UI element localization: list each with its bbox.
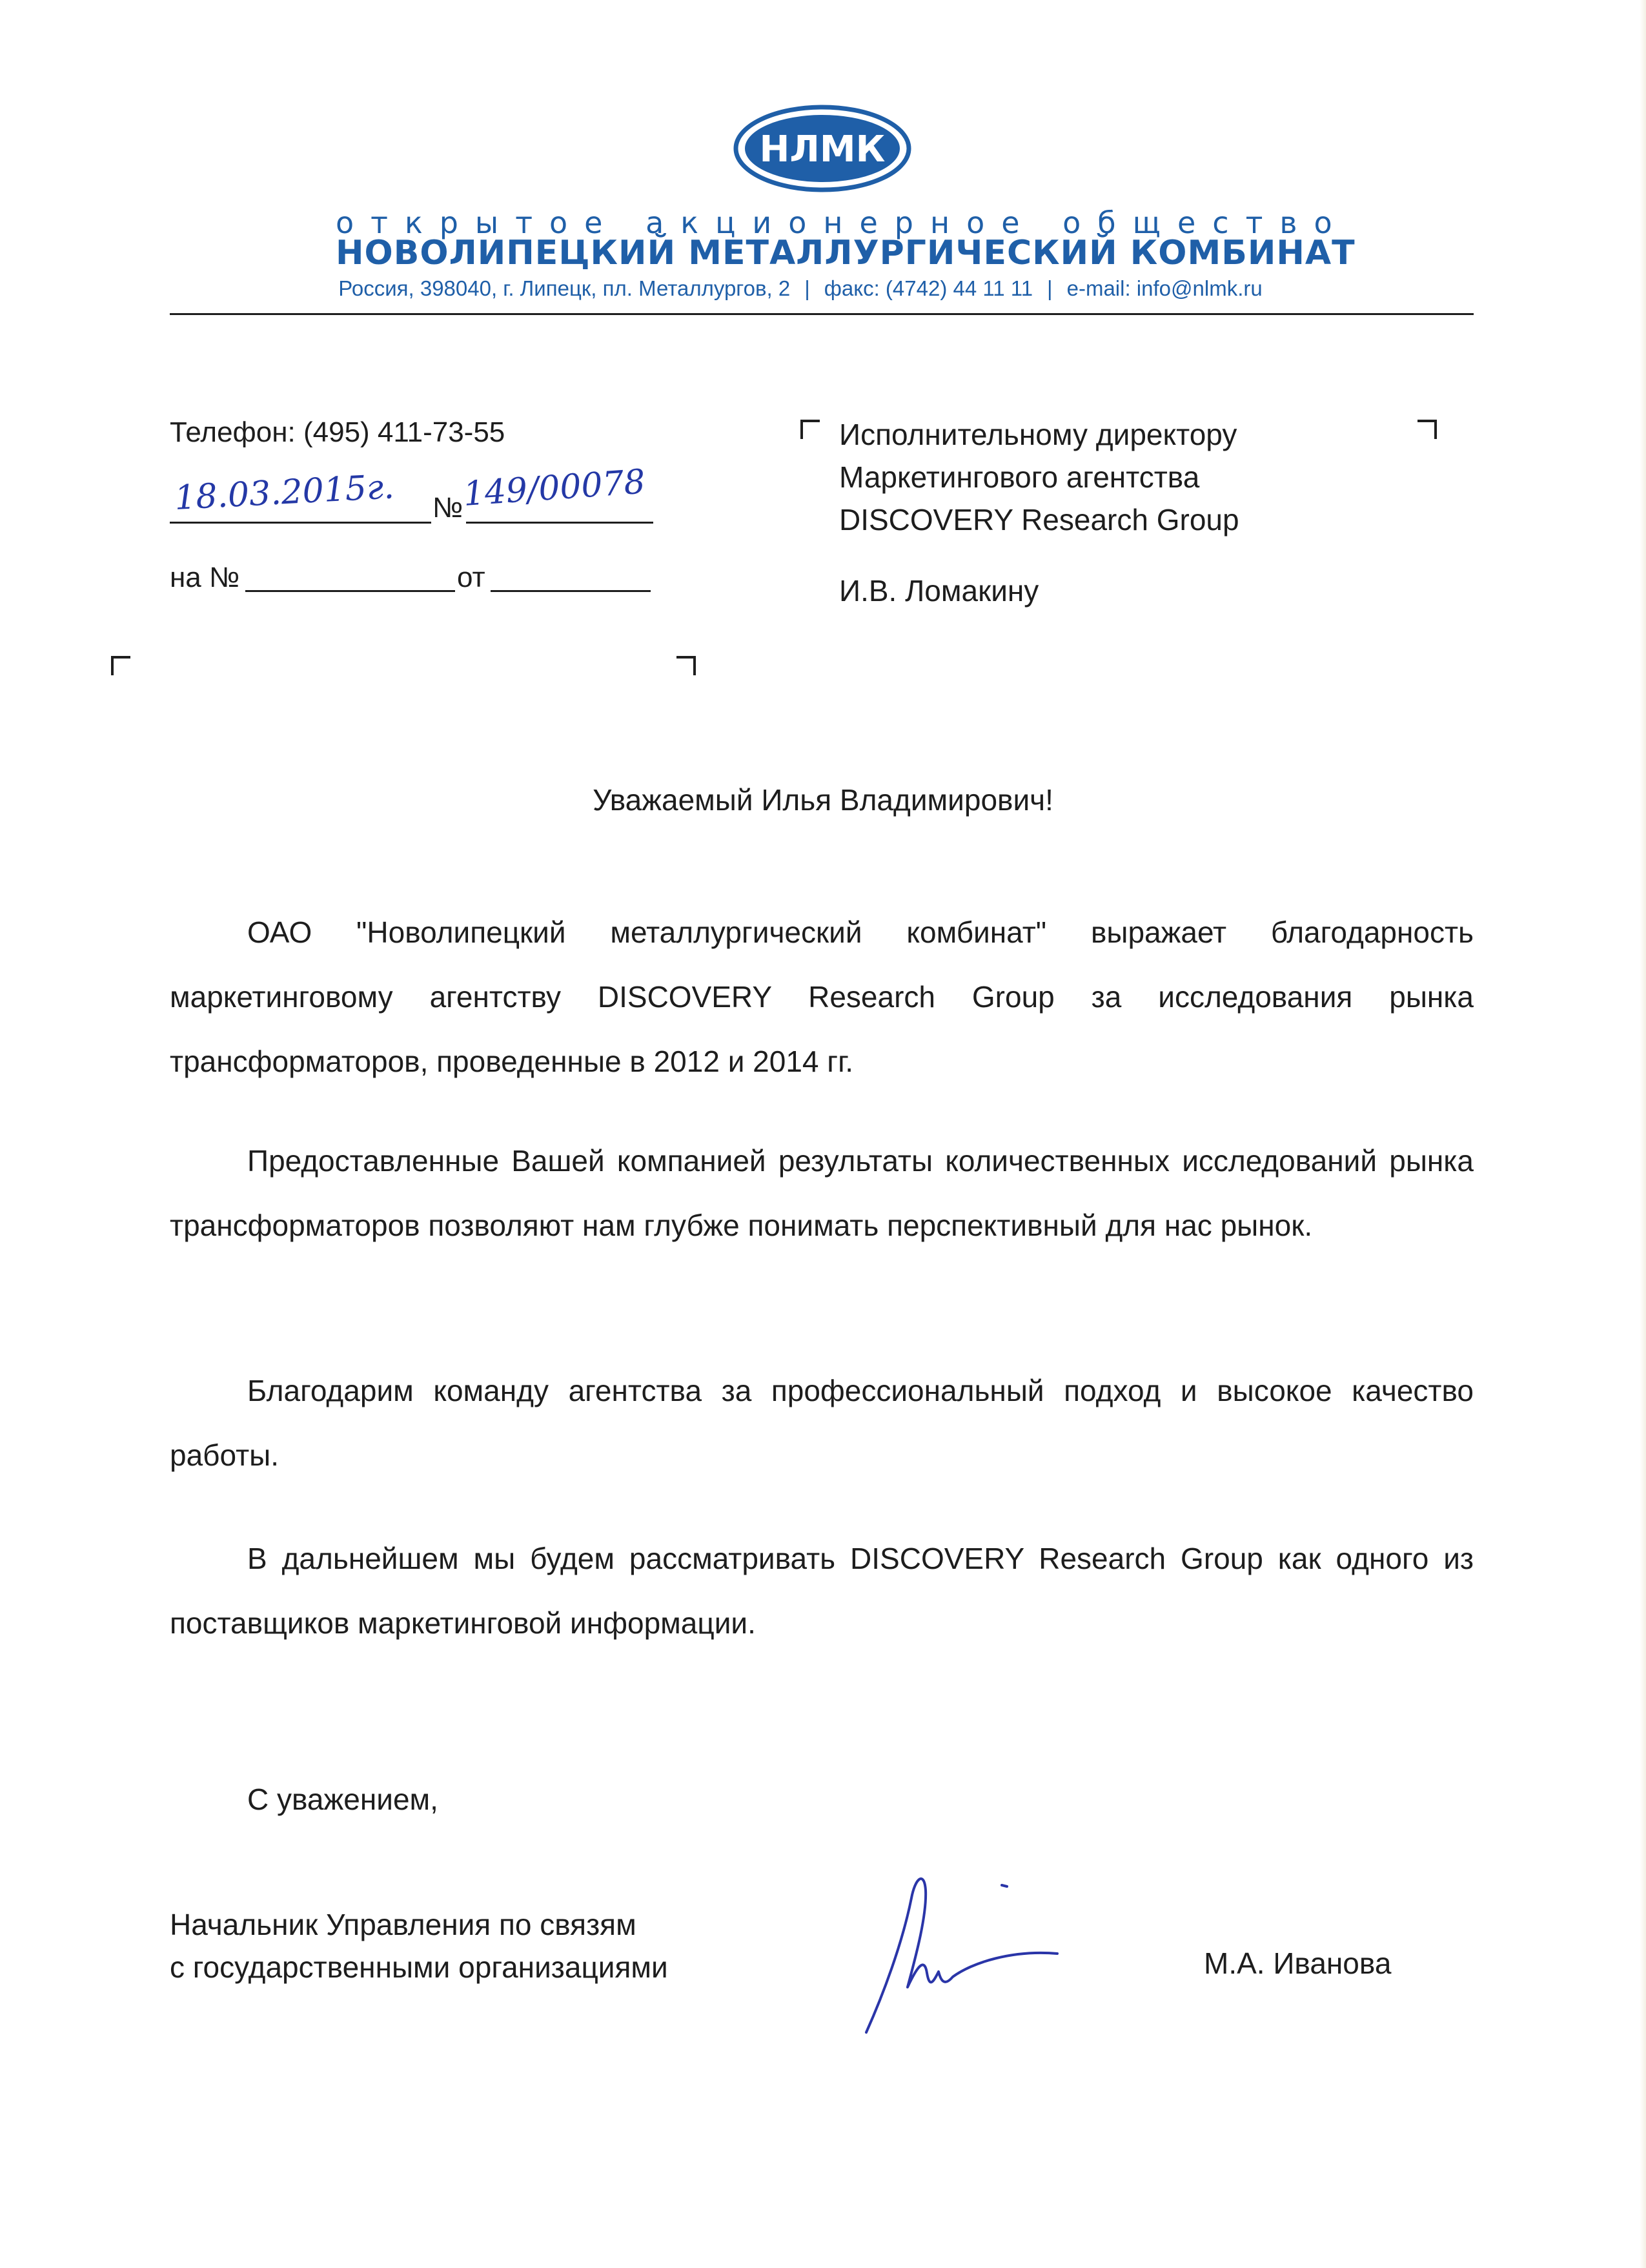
date-field-line bbox=[170, 522, 431, 524]
nlmk-logo bbox=[732, 103, 913, 194]
corner-mark bbox=[111, 656, 130, 675]
letterhead-fax: факс: (4742) 44 11 11 bbox=[824, 276, 1033, 300]
addressee-organization: Маркетингового агентства bbox=[839, 460, 1200, 494]
letterhead-address: Россия, 398040, г. Липецк, пл. Металлургов, 2 bbox=[338, 276, 791, 300]
salutation: Уважаемый Илья Владимирович! bbox=[593, 783, 1053, 817]
sender-phone: Телефон: (495) 411-73-55 bbox=[170, 416, 505, 448]
handwritten-signature bbox=[852, 1853, 1072, 2047]
addressee-block bbox=[839, 413, 1239, 612]
addressee-company: DISCOVERY Research Group bbox=[839, 503, 1239, 536]
signer-position-line: с государственными организациями bbox=[170, 1950, 668, 1984]
contact-separator: | bbox=[1047, 276, 1053, 300]
body-paragraph: ОАО "Новолипецкий металлургический комбинат" выражает благодарность маркетинговому агентству DISCOVERY Research Group за исследования рынка трансформаторов, проведенные в 2012 и 2014 гг. bbox=[170, 915, 1474, 1078]
addressee-name: И.В. Ломакину bbox=[839, 574, 1039, 608]
corner-mark bbox=[676, 656, 696, 675]
addressee-title: Исполнительному директору bbox=[839, 418, 1237, 451]
reference-date-line bbox=[491, 590, 651, 592]
handwritten-date: 18.03.2015г. bbox=[173, 467, 396, 518]
corner-mark bbox=[800, 420, 820, 439]
letterhead-contacts bbox=[258, 276, 1343, 301]
body-paragraph: Предоставленные Вашей компанией результаты количественных исследований рынка трансформаторов позволяют нам глубже понимать перспективный для нас рынок. bbox=[170, 1144, 1474, 1242]
letterhead-rule bbox=[170, 313, 1474, 315]
closing-phrase: С уважением, bbox=[247, 1783, 438, 1816]
outgoing-number-label: № bbox=[432, 492, 463, 524]
body-paragraph: В дальнейшем мы будем рассматривать DISCOVERY Research Group как одного из поставщиков маркетинговой информации. bbox=[170, 1542, 1474, 1640]
signer-name: М.А. Иванова bbox=[1204, 1946, 1392, 1980]
letterhead-tagline: открытое акционерное общество bbox=[336, 205, 1349, 240]
corner-mark bbox=[1417, 420, 1437, 439]
body-paragraph: Благодарим команду агентства за профессиональный подход и высокое качество работы. bbox=[170, 1374, 1474, 1472]
letterhead-email: e-mail: info@nlmk.ru bbox=[1066, 276, 1263, 300]
letterhead-company-name: НОВОЛИПЕЦКИЙ МЕТАЛЛУРГИЧЕСКИЙ КОМБИНАТ bbox=[336, 234, 1356, 272]
logo-text: НЛМК bbox=[759, 128, 886, 170]
contact-separator: | bbox=[804, 276, 810, 300]
signer-position-line: Начальник Управления по связям bbox=[170, 1908, 636, 1941]
handwritten-number: 149/00078 bbox=[462, 462, 647, 514]
reference-number-label: на № bbox=[170, 562, 240, 593]
signer-position bbox=[170, 1903, 668, 1988]
scan-edge bbox=[1640, 0, 1646, 2268]
reference-date-label: от bbox=[457, 562, 485, 593]
number-field-line bbox=[466, 522, 653, 524]
reference-number-line bbox=[245, 590, 455, 592]
